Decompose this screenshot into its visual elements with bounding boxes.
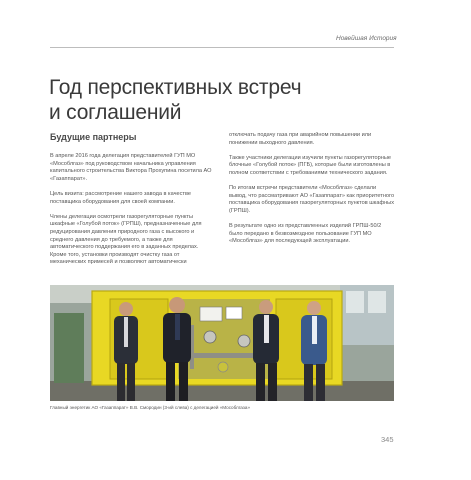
delegation-photo-illustration xyxy=(50,285,394,401)
photo-caption: Главный энергетик АО «Газаппарат» В.В. Смородин (3-ий слева) с делегацией «Мособлгаза» xyxy=(50,405,251,410)
paragraph: По итогам встречи представители «Мособлгаз» сделали вывод, что рассматривают АО «Газаппарат» как приоритетного поставщика оборудования газорегуляторных пунктов шкафных (ГРПШ). xyxy=(229,185,395,214)
article-title-line-1: Год перспективных встреч xyxy=(49,76,302,99)
paragraph: В результате одно из представленных изделий ГРПШ-50/2 было передано в безвозмездное пользование ГУП МО «Мособлгаз» для последующей эксплуатации. xyxy=(229,223,382,245)
paragraph: В апреле 2016 года делегация представителей ГУП МО «Мособлгаз» под руководством начальника управления капитального строительства Виктора Прохупина посетила АО «Газаппарат». xyxy=(50,153,212,182)
header-divider xyxy=(50,47,394,48)
article-title-line-2: и соглашений xyxy=(49,101,182,124)
right-text-column xyxy=(229,132,395,254)
paragraph: Цель визита: рассмотрение нашего завода в качестве поставщика оборудования для своей компании. xyxy=(50,190,191,205)
article-subtitle: Будущие партнеры xyxy=(50,132,137,142)
page-number: 345 xyxy=(381,435,394,444)
paragraph: Также участники делегации изучили пункты газорегуляторные блочные «Голубой поток» (ПГБ), которые были изготовлены в полном соответствии с требованиями технического задания. xyxy=(229,154,391,176)
paragraph: отключать подачу газа при аварийном повышении или понижении выходного давления. xyxy=(229,132,372,146)
section-header-label: Новейшая История xyxy=(336,35,397,42)
article-title xyxy=(49,75,329,125)
left-text-column xyxy=(50,153,215,275)
delegation-photo xyxy=(50,285,394,401)
paragraph: Члены делегации осмотрели газорегуляторные пункты шкафные «Голубой поток» (ГРПШ), предназначенные для редуцирования давления природного газа с высокого и среднего давления до требуемого, а также для автоматического поддержания его в заданных пределах. Кроме того, установки производят очистку газа от механических примесей и позволяют автоматически xyxy=(50,213,202,266)
